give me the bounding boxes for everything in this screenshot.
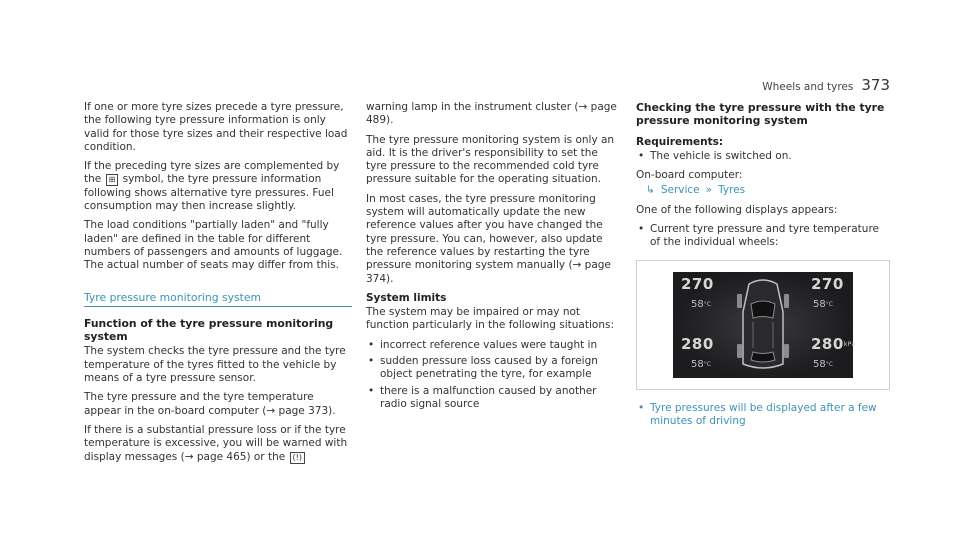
list-item: • incorrect reference values were taught in <box>366 339 622 352</box>
load-table-symbol-icon: ⊞ <box>106 174 119 186</box>
limits-list <box>366 339 622 411</box>
paragraph: The load conditions "partially laden" and "fully laden" are defined in the table for different numbers of passengers and amounts of luggage. The actual number of seats may differ from this. <box>84 219 343 272</box>
page-number: 373 <box>861 76 890 94</box>
paragraph: One of the following displays appears: <box>636 203 838 216</box>
paragraph: On-board computer: <box>636 169 743 182</box>
menu-item-service: Service <box>660 184 700 197</box>
double-chevron-icon: » <box>705 184 713 197</box>
front-right-temperature: $58^{^\circ C}$ <box>813 298 833 310</box>
list-item: • there is a malfunction caused by another radio signal source <box>366 385 622 412</box>
info-list <box>636 402 892 429</box>
column-1 <box>84 101 352 470</box>
requirements-heading: Requirements: <box>636 135 724 148</box>
tyre-pressure-display <box>673 272 856 378</box>
rear-left-temperature: $58^{^\circ C}$ <box>691 358 711 370</box>
menu-item-tyres: Tyres <box>718 184 746 197</box>
paragraph: If the preceding tyre sizes are complemented by the ⊞ symbol, the tyre pressure information following shows alternative tyre pressures. Fuel consumption may then increase slightly. <box>84 160 340 213</box>
rear-left-pressure: 280 <box>681 334 714 353</box>
system-limits-heading: System limits <box>366 291 447 304</box>
paragraph: The system checks the tyre pressure and the tyre temperature of the tyres fitted to the vehicle by means of a tyre pressure sensor. <box>84 345 346 385</box>
list-item: • Tyre pressures will be displayed after a few minutes of driving <box>636 402 892 429</box>
section-heading: Tyre pressure monitoring system <box>84 291 352 307</box>
front-left-pressure: 270 <box>681 274 714 293</box>
rear-right-temperature: $58^{^\circ C}$ <box>813 358 833 370</box>
list-item: • sudden pressure loss caused by a foreign object penetrating the tyre, for example <box>366 355 622 382</box>
header-title: Wheels and tyres <box>762 81 854 93</box>
tyre-pressure-display-figure <box>636 260 890 390</box>
list-item: • Current tyre pressure and tyre temperature of the individual wheels: <box>636 223 892 250</box>
display-list <box>636 223 892 250</box>
page-header <box>762 76 890 94</box>
rear-right-pressure: $280^{kPa}$ <box>811 334 856 353</box>
list-item: • The vehicle is switched on. <box>636 150 892 163</box>
paragraph: If there is a substantial pressure loss or if the tyre temperature is excessive, you will be warned with display messages (→ page 465) or the (!) <box>84 423 348 463</box>
requirements-list <box>636 150 892 163</box>
paragraph: The tyre pressure and the tyre temperature appear in the on-board computer (→ page 373). <box>84 391 336 417</box>
menu-arrow-icon: ↳ <box>646 184 655 197</box>
paragraph: In most cases, the tyre pressure monitoring system will automatically update the new reference values after you have changed the tyre pressure. You can, however, also update the reference values by restarting the tyre pressure monitoring system manually (→ page 374). <box>366 192 611 285</box>
paragraph: warning lamp in the instrument cluster (→ page 489). <box>366 101 617 127</box>
front-right-pressure: 270 <box>811 274 844 293</box>
paragraph: If one or more tyre sizes precede a tyre pressure, the following tyre pressure information is only valid for those tyre sizes and their respective load condition. <box>84 101 348 153</box>
front-left-temperature: $58^{^\circ C}$ <box>691 298 711 310</box>
paragraph: The tyre pressure monitoring system is only an aid. It is the driver's responsibility to set the tyre pressure to the recommended cold tyre pressure suitable for the operating situation. <box>366 133 615 186</box>
column-2 <box>366 101 622 417</box>
paragraph: The system may be impaired or may not function particularly in the following situations: <box>366 306 614 332</box>
function-heading: Function of the tyre pressure monitoring system <box>84 316 334 344</box>
tyre-warning-icon: (!) <box>290 452 305 464</box>
menu-path <box>646 184 892 197</box>
checking-heading: Checking the tyre pressure with the tyre pressure monitoring system <box>636 101 885 128</box>
column-3 <box>636 101 892 434</box>
